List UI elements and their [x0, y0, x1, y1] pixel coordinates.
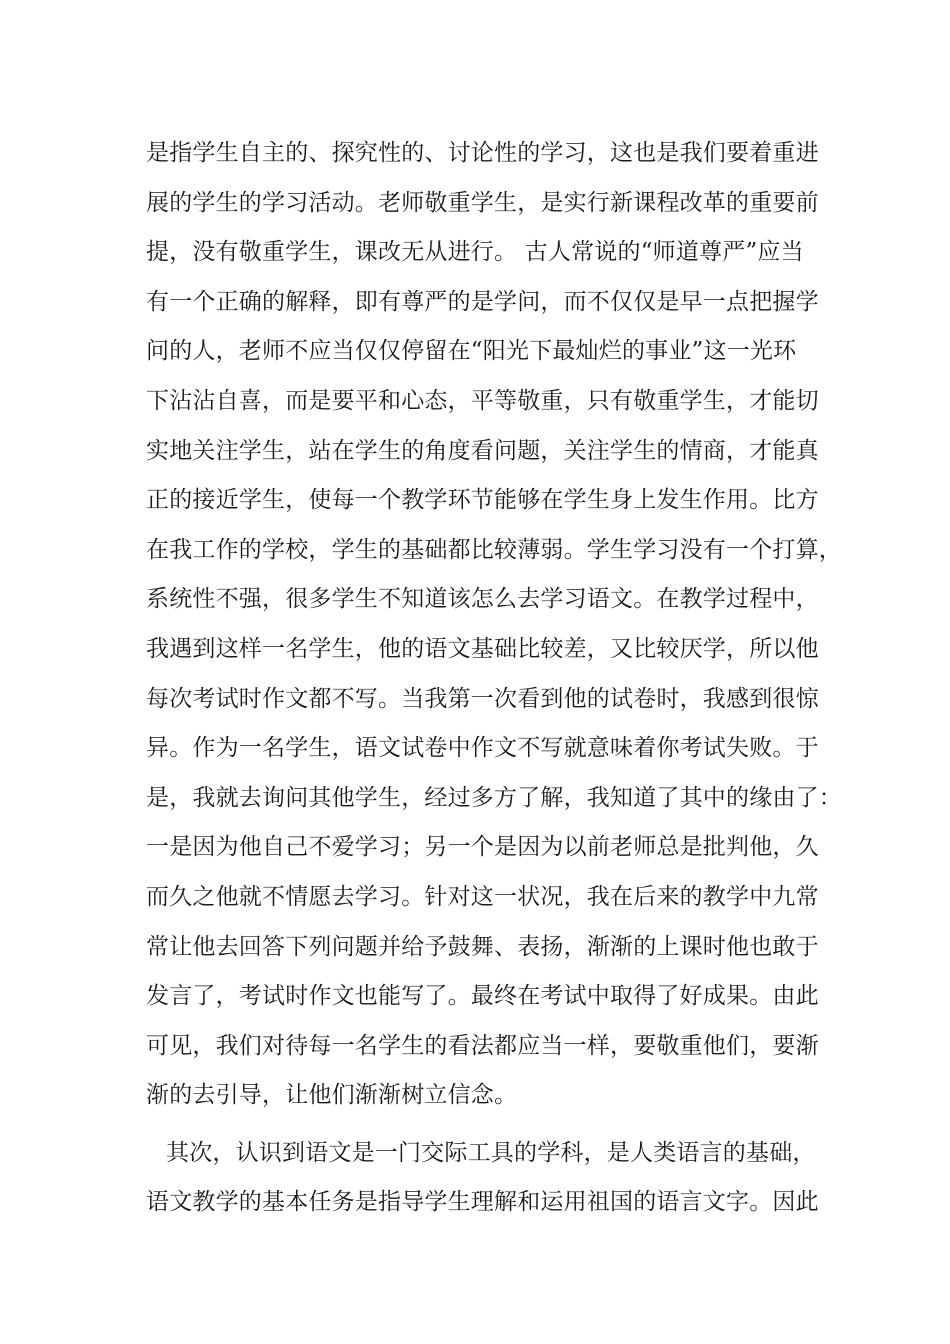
- text-line: 而久之他就不情愿去学习。针对这一状况，我在后来的教学中九常: [146, 883, 819, 910]
- text-line: 发言了，考试时作文也能写了。最终在考试中取得了好成果。由此: [146, 983, 819, 1010]
- text-line: 每次考试时作文都不写。当我第一次看到他的试卷时，我感到很惊: [146, 685, 819, 712]
- text-line: 常让他去回答下列问题并给予鼓舞、表扬，渐渐的上课时他也敢于: [146, 933, 819, 960]
- text-line: 展的学生的学习活动。老师敬重学生，是实行新课程改革的重要前: [146, 189, 819, 216]
- text-line: 实地关注学生，站在学生的角度看问题，关注学生的情商，才能真: [146, 437, 819, 464]
- document-body: [146, 129, 842, 1228]
- text-line: 是，我就去询问其他学生，经过多方了解，我知道了其中的缘由了：: [146, 784, 842, 811]
- paragraph-1: [146, 129, 842, 1121]
- text-line: 问的人，老师不应当仅仅停留在“阳光下最灿烂的事业”这一光环: [146, 338, 797, 365]
- text-line: 有一个正确的解释，即有尊严的是学问，而不仅仅是早一点把握学: [146, 288, 819, 315]
- text-line: 其次，认识到语文是一门交际工具的学科，是人类语言的基础，: [166, 1139, 816, 1166]
- text-line: 在我工作的学校，学生的基础都比较薄弱。学生学习没有一个打算，: [146, 536, 842, 563]
- text-line: 提，没有敬重学生，课改无从进行。 古人常说的“师道尊严”应当: [146, 239, 804, 266]
- text-line: 可见，我们对待每一名学生的看法都应当一样，要敬重他们，要渐: [146, 1032, 819, 1059]
- text-line: 一是因为他自己不爱学习；另一个是因为以前老师总是批判他，久: [146, 834, 819, 861]
- text-line: 渐的去引导，让他们渐渐树立信念。: [146, 1082, 518, 1109]
- text-line: 语文教学的基本任务是指导学生理解和运用祖国的语言文字。因此: [146, 1189, 819, 1216]
- paragraph-2: [146, 1129, 836, 1228]
- text-line: 是指学生自主的、探究性的、讨论性的学习，这也是我们要着重进: [146, 140, 819, 166]
- text-line: 系统性不强，很多学生不知道该怎么去学习语文。在教学过程中，: [146, 586, 819, 613]
- text-line: 正的接近学生，使每一个教学环节能够在学生身上发生作用。比方: [146, 487, 819, 514]
- text-line: 异。作为一名学生，语文试卷中作文不写就意味着你考试失败。于: [146, 735, 819, 762]
- text-line: 我遇到这样一名学生，他的语文基础比较差，又比较厌学，所以他: [146, 635, 819, 662]
- text-line: 下沾沾自喜，而是要平和心态，平等敬重，只有敬重学生，才能切: [146, 387, 819, 414]
